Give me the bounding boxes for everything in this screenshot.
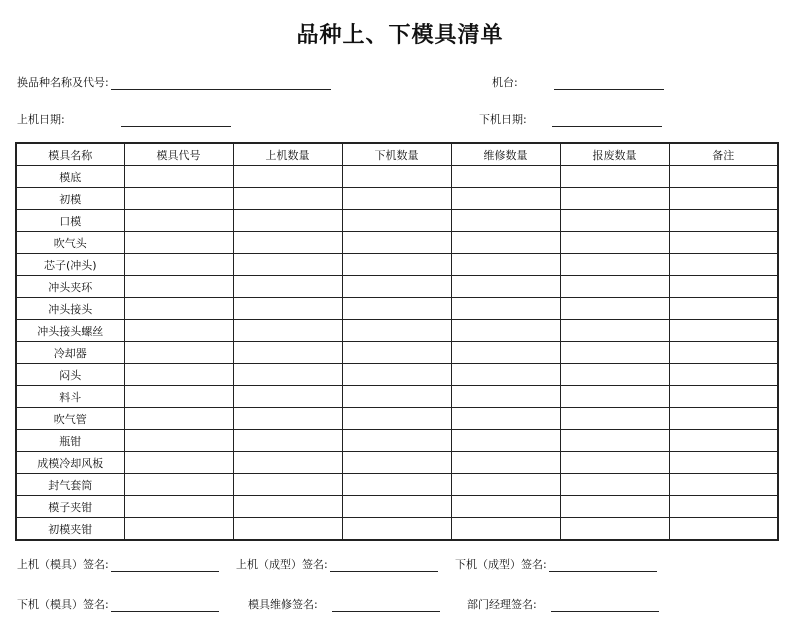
table-cell[interactable] [669, 188, 778, 210]
table-cell[interactable] [233, 474, 342, 496]
table-cell[interactable] [451, 496, 560, 518]
table-cell[interactable] [451, 298, 560, 320]
off-date-label: 下机日期: [479, 113, 527, 126]
table-cell[interactable] [233, 210, 342, 232]
table-cell[interactable] [451, 408, 560, 430]
table-cell[interactable] [124, 210, 233, 232]
mold-name-cell: 口模 [16, 210, 124, 232]
table-row [16, 342, 778, 364]
table-cell[interactable] [342, 166, 451, 188]
table-cell[interactable] [124, 166, 233, 188]
table-row [16, 298, 778, 320]
table-cell[interactable] [451, 254, 560, 276]
mold-table [15, 142, 779, 541]
on-forming-signature-label: 上机（成型）签名: [236, 558, 328, 571]
table-cell[interactable] [669, 320, 778, 342]
table-cell[interactable] [124, 364, 233, 386]
table-cell[interactable] [560, 518, 669, 541]
mold-name-cell: 冲头夹环 [16, 276, 124, 298]
table-cell[interactable] [560, 188, 669, 210]
table-row [16, 254, 778, 276]
off-forming-signature-input[interactable] [549, 559, 657, 572]
table-row [16, 496, 778, 518]
mold-name-cell: 闷头 [16, 364, 124, 386]
table-cell[interactable] [451, 166, 560, 188]
mold-repair-signature-field [248, 596, 440, 612]
mold-repair-signature-input[interactable] [332, 599, 440, 612]
table-header-row [16, 143, 778, 166]
mold-name-cell: 冷却器 [16, 342, 124, 364]
table-cell[interactable] [342, 320, 451, 342]
table-cell[interactable] [342, 232, 451, 254]
table-cell[interactable] [560, 254, 669, 276]
table-row [16, 320, 778, 342]
table-cell[interactable] [451, 276, 560, 298]
machine-label: 机台: [492, 76, 518, 89]
table-cell[interactable] [451, 364, 560, 386]
table-cell[interactable] [669, 364, 778, 386]
table-cell[interactable] [124, 452, 233, 474]
table-cell[interactable] [669, 276, 778, 298]
table-cell[interactable] [451, 474, 560, 496]
table-cell[interactable] [669, 408, 778, 430]
machine-field [492, 74, 664, 90]
table-cell[interactable] [342, 276, 451, 298]
table-row [16, 386, 778, 408]
page-title: 品种上、下模具清单 [296, 23, 504, 48]
dept-manager-signature-input[interactable] [551, 599, 659, 612]
on-date-input[interactable] [121, 114, 231, 127]
table-row [16, 188, 778, 210]
off-mold-signature-label: 下机（模具）签名: [17, 598, 109, 611]
table-cell[interactable] [560, 496, 669, 518]
table-cell[interactable] [124, 386, 233, 408]
table-cell[interactable] [233, 276, 342, 298]
mold-repair-signature-label: 模具维修签名: [248, 598, 318, 611]
table-cell[interactable] [669, 518, 778, 541]
table-row [16, 166, 778, 188]
table-cell[interactable] [342, 188, 451, 210]
mold-name-cell: 冲头接头螺丝 [16, 320, 124, 342]
table-cell[interactable] [233, 298, 342, 320]
product-name-code-input[interactable] [111, 77, 331, 90]
table-cell[interactable] [342, 298, 451, 320]
table-cell[interactable] [451, 452, 560, 474]
table-cell[interactable] [451, 342, 560, 364]
col-header-mold-name: 模具名称 [16, 143, 124, 166]
table-row [16, 518, 778, 541]
table-cell[interactable] [233, 232, 342, 254]
table-cell[interactable] [560, 320, 669, 342]
table-row [16, 364, 778, 386]
table-cell[interactable] [342, 496, 451, 518]
table-cell[interactable] [451, 386, 560, 408]
table-row [16, 276, 778, 298]
off-mold-signature-input[interactable] [111, 599, 219, 612]
table-cell[interactable] [669, 232, 778, 254]
table-cell[interactable] [124, 342, 233, 364]
table-cell[interactable] [669, 298, 778, 320]
table-cell[interactable] [560, 408, 669, 430]
on-mold-signature-label: 上机（模具）签名: [17, 558, 109, 571]
table-cell[interactable] [560, 210, 669, 232]
table-cell[interactable] [560, 474, 669, 496]
on-forming-signature-field [236, 556, 438, 572]
table-cell[interactable] [560, 166, 669, 188]
mold-name-cell: 料斗 [16, 386, 124, 408]
mold-name-cell: 模子夹钳 [16, 496, 124, 518]
table-cell[interactable] [342, 452, 451, 474]
table-cell[interactable] [560, 386, 669, 408]
table-cell[interactable] [560, 342, 669, 364]
table-cell[interactable] [669, 430, 778, 452]
mold-name-cell: 模底 [16, 166, 124, 188]
table-cell[interactable] [233, 386, 342, 408]
mold-name-cell: 芯子(冲头) [16, 254, 124, 276]
table-cell[interactable] [124, 232, 233, 254]
table-cell[interactable] [342, 342, 451, 364]
table-cell[interactable] [233, 320, 342, 342]
table-cell[interactable] [669, 166, 778, 188]
table-cell[interactable] [669, 210, 778, 232]
table-cell[interactable] [233, 430, 342, 452]
table-cell[interactable] [669, 496, 778, 518]
col-header-remarks: 备注 [669, 143, 778, 166]
dept-manager-signature-field [467, 596, 659, 612]
table-cell[interactable] [124, 276, 233, 298]
table-cell[interactable] [124, 474, 233, 496]
product-name-code-label: 换品种名称及代号: [17, 76, 109, 89]
table-row [16, 474, 778, 496]
on-date-field [17, 111, 231, 127]
table-cell[interactable] [560, 276, 669, 298]
table-cell[interactable] [124, 430, 233, 452]
off-forming-signature-label: 下机（成型）签名: [455, 558, 547, 571]
product-name-code-field [17, 74, 331, 90]
table-cell[interactable] [124, 320, 233, 342]
mold-name-cell: 吹气头 [16, 232, 124, 254]
table-cell[interactable] [451, 188, 560, 210]
mold-name-cell: 瓶钳 [16, 430, 124, 452]
table-cell[interactable] [233, 496, 342, 518]
table-cell[interactable] [124, 408, 233, 430]
table-cell[interactable] [451, 232, 560, 254]
table-cell[interactable] [669, 254, 778, 276]
table-row [16, 408, 778, 430]
table-cell[interactable] [342, 386, 451, 408]
mold-name-cell: 封气套筒 [16, 474, 124, 496]
mold-name-cell: 吹气管 [16, 408, 124, 430]
table-cell[interactable] [451, 430, 560, 452]
table-cell[interactable] [233, 408, 342, 430]
table-cell[interactable] [342, 210, 451, 232]
table-cell[interactable] [124, 188, 233, 210]
machine-input[interactable] [554, 77, 664, 90]
table-cell[interactable] [124, 496, 233, 518]
table-cell[interactable] [669, 386, 778, 408]
col-header-scrap-qty: 报废数量 [560, 143, 669, 166]
table-cell[interactable] [560, 452, 669, 474]
table-row [16, 232, 778, 254]
table-cell[interactable] [342, 408, 451, 430]
table-cell[interactable] [560, 232, 669, 254]
table-cell[interactable] [669, 452, 778, 474]
mold-name-cell: 初模夹钳 [16, 518, 124, 541]
mold-name-cell: 初模 [16, 188, 124, 210]
off-mold-signature-field [17, 596, 219, 612]
table-cell[interactable] [233, 364, 342, 386]
dept-manager-signature-label: 部门经理签名: [467, 598, 537, 611]
table-cell[interactable] [124, 254, 233, 276]
table-cell[interactable] [451, 518, 560, 541]
table-row [16, 210, 778, 232]
table-cell[interactable] [560, 364, 669, 386]
mold-name-cell: 冲头接头 [16, 298, 124, 320]
col-header-repair-qty: 维修数量 [451, 143, 560, 166]
col-header-mold-code: 模具代号 [124, 143, 233, 166]
table-cell[interactable] [560, 430, 669, 452]
on-mold-signature-field [17, 556, 219, 572]
table-cell[interactable] [451, 320, 560, 342]
table-body [16, 166, 778, 541]
table-cell[interactable] [124, 298, 233, 320]
table-cell[interactable] [342, 474, 451, 496]
table-cell[interactable] [233, 342, 342, 364]
table-cell[interactable] [233, 518, 342, 541]
table-cell[interactable] [342, 518, 451, 541]
table-cell[interactable] [233, 166, 342, 188]
table-cell[interactable] [451, 210, 560, 232]
table-row [16, 430, 778, 452]
off-date-field [479, 111, 662, 127]
table-cell[interactable] [342, 364, 451, 386]
table-cell[interactable] [669, 474, 778, 496]
table-cell[interactable] [233, 452, 342, 474]
table-cell[interactable] [233, 188, 342, 210]
col-header-on-qty: 上机数量 [233, 143, 342, 166]
off-date-input[interactable] [552, 114, 662, 127]
table-cell[interactable] [233, 254, 342, 276]
on-forming-signature-input[interactable] [330, 559, 438, 572]
on-date-label: 上机日期: [17, 113, 65, 126]
col-header-off-qty: 下机数量 [342, 143, 451, 166]
off-forming-signature-field [455, 556, 657, 572]
table-cell[interactable] [669, 342, 778, 364]
table-row [16, 452, 778, 474]
table-cell[interactable] [342, 430, 451, 452]
table-cell[interactable] [560, 298, 669, 320]
table-cell[interactable] [342, 254, 451, 276]
table-cell[interactable] [124, 518, 233, 541]
on-mold-signature-input[interactable] [111, 559, 219, 572]
mold-name-cell: 成模冷却风板 [16, 452, 124, 474]
